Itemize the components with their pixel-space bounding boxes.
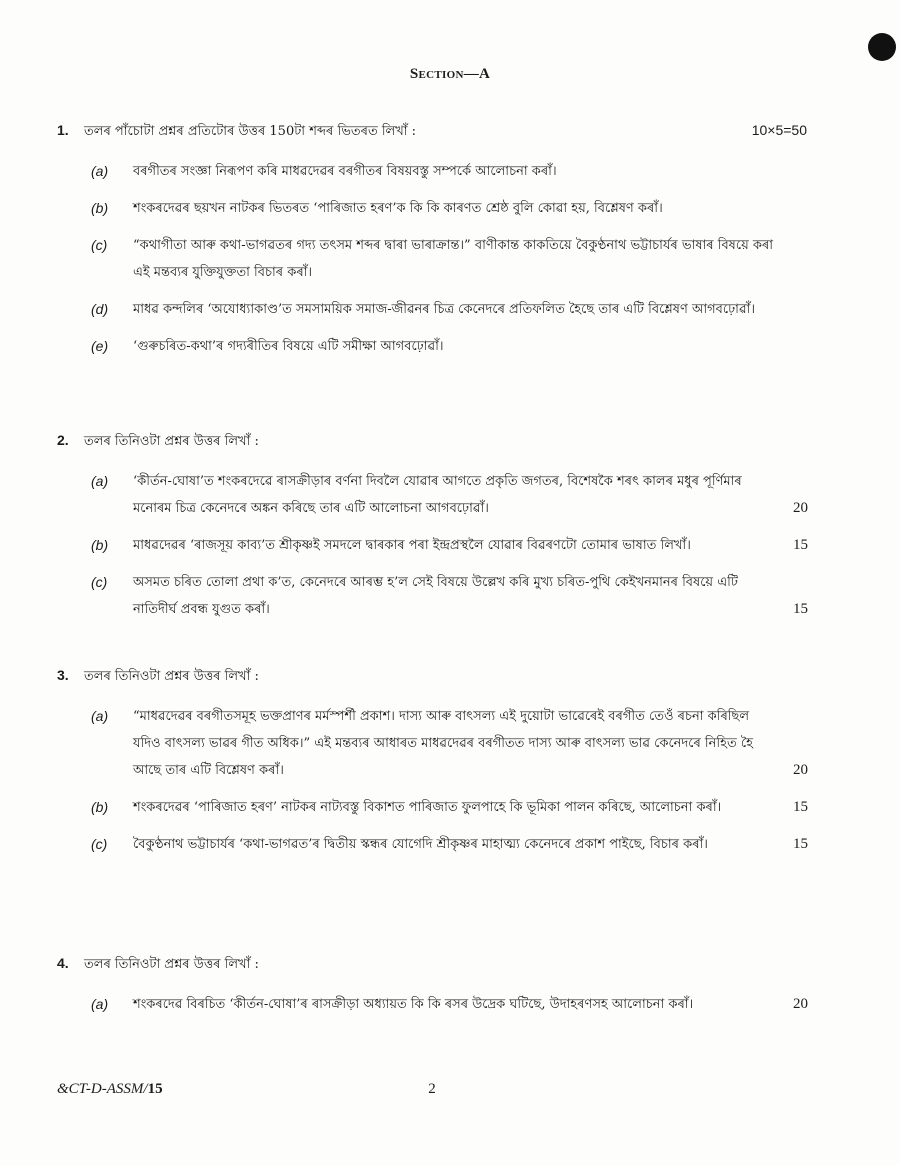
sub-question-marks: 20: [793, 762, 808, 778]
sub-question-label: (c): [91, 836, 108, 852]
sub-question-text: শংকৰদেৱ বিৰচিত ‘কীৰ্তন-ঘোষা’ৰ ৰাসক্ৰীড়া অধ্যায়ত কি কি ৰসৰ উদ্ৰেক ঘটিছে, উদাহৰণসহ আলোচনা কৰাঁ।: [133, 997, 694, 1012]
sub-question-marks: 15: [793, 601, 808, 617]
sub-question: [0, 296, 900, 323]
sub-question-text: বৰগীতৰ সংজ্ঞা নিৰূপণ কৰি মাধৱদেৱৰ বৰগীতৰ বিষয়বস্তু সম্পৰ্কে আলোচনা কৰাঁ।: [133, 164, 557, 179]
question-instruction: তলৰ তিনিওটা প্ৰশ্নৰ উত্তৰ লিখাঁ :: [84, 434, 259, 449]
sub-question-text: ‘কীৰ্তন-ঘোষা’ত শংকৰদেৱে ৰাসক্ৰীড়াৰ বৰ্ণনা দিবলৈ যোৱাৰ আগতে প্ৰকৃতি জগতৰ, বিশেষকৈ শৰৎ কালৰ মধুৰ পূৰ্ণিমাৰ মনোৰম চিত্ৰ কেনেদৰে অঙ্কন কৰিছে তাৰ এটি আলোচনা আগবঢ়োৱাঁ।: [133, 474, 742, 516]
sub-question-label: (b): [91, 799, 109, 815]
sub-question: [0, 991, 900, 1018]
sub-question-label: (e): [91, 338, 109, 354]
sub-question-label: (b): [91, 200, 109, 216]
question-1: [0, 120, 900, 370]
question-3: [0, 665, 900, 868]
sub-question-text: “কথাগীতা আৰু কথা-ভাগৱতৰ গদ্য তৎসম শব্দৰ দ্বাৰা ভাৰাক্ৰান্ত।” বাণীকান্ত কাকতিয়ে বৈকুণ্ঠনাথ ভট্টাচাৰ্যৰ ভাষাৰ বিষয়ে কৰা এই মন্তব্যৰ যুক্তিযুক্ততা বিচাৰ কৰাঁ।: [133, 238, 774, 280]
sub-question: [0, 195, 900, 222]
question-number: 3.: [57, 667, 69, 683]
paper-code-prefix: &CT-D-ASSM/: [57, 1081, 148, 1097]
question-marks: 10×5=50: [751, 122, 807, 138]
page-number: 2: [428, 1081, 436, 1097]
sub-question-label: (c): [91, 574, 108, 590]
sub-question: [0, 532, 900, 559]
sub-question: [0, 333, 900, 360]
sub-question: [0, 232, 900, 286]
question-instruction: তলৰ তিনিওটা প্ৰশ্নৰ উত্তৰ লিখাঁ :: [84, 957, 259, 972]
sub-question-label: (a): [91, 708, 109, 724]
sub-question-text: শংকৰদেৱৰ ‘পাৰিজাত হৰণ’ নাটকৰ নাট্যবস্তু বিকাশত পাৰিজাত ফুলপাহে কি ভূমিকা পালন কৰিছে, আলোচনা কৰাঁ।: [133, 800, 722, 815]
sub-question-label: (a): [91, 163, 109, 179]
punch-hole-mark: [868, 33, 896, 61]
question-instruction: তলৰ পাঁচোটা প্ৰশ্নৰ প্ৰতিটোৰ উত্তৰ 150টা শব্দৰ ভিতৰত লিখাঁ :: [84, 124, 417, 139]
sub-question: [0, 794, 900, 821]
question-header: [0, 430, 900, 456]
sub-question: [0, 158, 900, 185]
sub-question-text: “মাধৱদেৱৰ বৰগীতসমূহ ভক্তপ্ৰাণৰ মৰ্মস্পৰ্শী প্ৰকাশ। দাস্য আৰু বাৎসল্য এই দুয়োটা ভাৱেৰেই বৰগীত তেওঁ ৰচনা কৰিছিল যদিও বাৎসল্য ভাৱৰ গীত অধিক।” এই মন্তব্যৰ আধাৰত মাধৱদেৱৰ বৰগীতত দাস্য আৰু বাৎসল্য ভাৱ কেনেদৰে নিহিত হৈ আছে তাৰ এটি বিশ্লেষণ কৰাঁ।: [133, 709, 753, 778]
question-number: 4.: [57, 955, 69, 971]
sub-question-text: বৈকুণ্ঠনাথ ভট্টাচাৰ্যৰ ‘কথা-ভাগৱত’ৰ দ্বিতীয় স্কন্ধৰ যোগেদি শ্ৰীকৃষ্ণৰ মাহাত্ম্য কেনেদৰে প্ৰকাশ পাইছে, বিচাৰ কৰাঁ।: [133, 837, 708, 852]
question-header: [0, 665, 900, 691]
sub-question-label: (a): [91, 473, 109, 489]
sub-question-text: মাধৱ কন্দলিৰ ‘অযোধ্যাকাণ্ড’ত সমসাময়িক সমাজ-জীৱনৰ চিত্ৰ কেনেদৰে প্ৰতিফলিত হৈছে তাৰ এটি বিশ্লেষণ আগবঢ়োৱাঁ।: [133, 302, 755, 317]
question-header: [0, 953, 900, 979]
question-header: [0, 120, 900, 146]
sub-question: [0, 831, 900, 858]
sub-question-text: শংকৰদেৱৰ ছয়খন নাটকৰ ভিতৰত ‘পাৰিজাত হৰণ’ক কি কি কাৰণত শ্ৰেষ্ঠ বুলি কোৱা হয়, বিশ্লেষণ কৰাঁ।: [133, 201, 663, 216]
sub-question-label: (d): [91, 301, 109, 317]
sub-question: [0, 703, 900, 784]
sub-question-text: ‘গুৰুচৰিত-কথা’ৰ গদ্যৰীতিৰ বিষয়ে এটি সমীক্ষা আগবঢ়োৱাঁ।: [133, 339, 444, 354]
sub-question-marks: 15: [793, 799, 808, 815]
sub-question-label: (a): [91, 996, 109, 1012]
sub-question-text: অসমত চৰিত তোলা প্ৰথা ক’ত, কেনেদৰে আৰম্ভ হ’ল সেই বিষয়ে উল্লেখ কৰি মুখ্য চৰিত-পুথি কেইখনমানৰ বিষয়ে এটি নাতিদীৰ্ঘ প্ৰবন্ধ যুগুত কৰাঁ।: [133, 575, 738, 617]
question-number: 2.: [57, 432, 69, 448]
sub-question-label: (b): [91, 537, 109, 553]
sub-question-label: (c): [91, 237, 108, 253]
question-instruction: তলৰ তিনিওটা প্ৰশ্নৰ উত্তৰ লিখাঁ :: [84, 669, 259, 684]
paper-code-number: 15: [147, 1081, 163, 1097]
sub-question-marks: 15: [793, 836, 808, 852]
sub-question: [0, 468, 900, 522]
section-title: Section—A: [409, 66, 491, 82]
question-2: [0, 430, 900, 633]
question-4: [0, 953, 900, 1028]
sub-question: [0, 569, 900, 623]
sub-question-text: মাধৱদেৱৰ ‘ৰাজসূয় কাব্য’ত শ্ৰীকৃষ্ণই সমদলে দ্বাৰকাৰ পৰা ইন্দ্ৰপ্ৰস্থলৈ যোৱাৰ বিৱৰণটো তোমাৰ ভাষাত লিখাঁ।: [133, 538, 691, 553]
sub-question-marks: 20: [793, 996, 808, 1012]
sub-question-marks: 15: [793, 537, 808, 553]
sub-question-marks: 20: [793, 500, 808, 516]
question-number: 1.: [57, 122, 69, 138]
